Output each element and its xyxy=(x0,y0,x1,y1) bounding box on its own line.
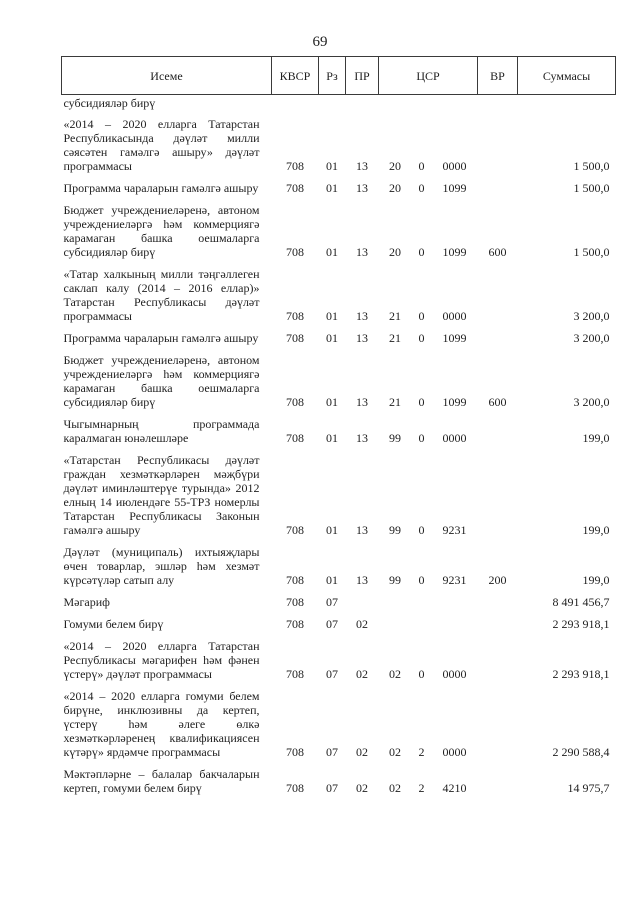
row-name: «Татарстан Республикасы дәүләт граждан хезмәткәрләрен мәҗбүри дәүләт иминләштерүе турында» 2012 елның 14 июлендәге 55-ТРЗ номерлы Татарстан Республикасы Законын гамәлгә ашыру xyxy=(63,453,260,537)
row-pr xyxy=(346,95,379,114)
row-kvsr: 708 xyxy=(286,181,304,195)
row-csr-direction: 0000 xyxy=(442,745,467,759)
row-kvsr: 708 xyxy=(286,745,304,759)
table-row xyxy=(62,199,616,263)
row-pr: 13 xyxy=(356,431,368,445)
row-csr-subprogram xyxy=(412,591,432,613)
row-csr-direction: 1099 xyxy=(442,331,467,345)
row-csr-direction: 1099 xyxy=(442,181,467,195)
row-sum: 199,0 xyxy=(582,431,610,445)
row-csr-subprogram: 0 xyxy=(418,245,425,259)
row-sum: 1 500,0 xyxy=(573,159,610,173)
table-row xyxy=(62,263,616,327)
row-kvsr: 708 xyxy=(286,395,304,409)
row-pr: 02 xyxy=(356,617,368,631)
row-pr: 13 xyxy=(356,181,368,195)
table-row xyxy=(62,327,616,349)
row-sum: 2 290 588,4 xyxy=(552,745,610,759)
table-row xyxy=(62,113,616,177)
row-pr: 13 xyxy=(356,331,368,345)
row-rz: 07 xyxy=(326,667,338,681)
row-name: субсидияләр бирү xyxy=(63,96,156,110)
row-csr-subprogram: 0 xyxy=(418,523,425,537)
row-csr-subprogram: 0 xyxy=(418,395,425,409)
table-row xyxy=(62,95,616,114)
row-kvsr: 708 xyxy=(286,245,304,259)
row-csr-program xyxy=(379,591,412,613)
row-kvsr: 708 xyxy=(286,331,304,345)
row-name: Программа чараларын гамәлгә ашыру xyxy=(63,331,259,345)
row-vr xyxy=(478,413,518,449)
row-name: «2014 – 2020 елларга Татарстан Республикасы мәгарифен һәм фәнен үстерү» дәүләт программасы xyxy=(63,639,260,681)
row-csr-program: 02 xyxy=(389,667,401,681)
row-csr-program: 99 xyxy=(389,573,401,587)
row-csr-direction: 9231 xyxy=(442,523,467,537)
row-kvsr: 708 xyxy=(286,617,304,631)
row-rz: 07 xyxy=(326,595,338,609)
row-pr: 13 xyxy=(356,573,368,587)
row-csr-direction: 0000 xyxy=(442,159,467,173)
row-name: Бюджет учреждениеләренә, автоном учреждениеләргә һәм коммерциягә карамаган башка оешмаларга субсидияләр бирү xyxy=(63,203,260,259)
row-csr-program xyxy=(379,613,412,635)
header-vr: ВР xyxy=(478,57,518,95)
row-rz: 01 xyxy=(326,395,338,409)
row-sum: 8 491 456,7 xyxy=(552,595,610,609)
row-kvsr: 708 xyxy=(286,159,304,173)
row-pr: 02 xyxy=(356,667,368,681)
row-csr-subprogram: 2 xyxy=(418,745,425,759)
row-vr xyxy=(478,263,518,327)
row-sum: 14 975,7 xyxy=(567,781,610,795)
row-rz: 01 xyxy=(326,159,338,173)
row-rz: 01 xyxy=(326,523,338,537)
row-sum: 3 200,0 xyxy=(573,395,610,409)
budget-table xyxy=(61,56,616,799)
row-csr-subprogram: 0 xyxy=(418,159,425,173)
row-kvsr: 708 xyxy=(286,781,304,795)
row-pr xyxy=(346,591,379,613)
row-csr-subprogram: 0 xyxy=(418,331,425,345)
row-rz xyxy=(319,95,346,114)
row-csr-direction xyxy=(432,95,478,114)
row-csr-direction: 9231 xyxy=(442,573,467,587)
row-csr-program: 99 xyxy=(389,431,401,445)
header-name: Исеме xyxy=(62,57,272,95)
page-number: 69 xyxy=(312,34,328,50)
row-rz: 07 xyxy=(326,745,338,759)
row-vr xyxy=(478,95,518,114)
row-vr xyxy=(478,613,518,635)
row-vr xyxy=(478,113,518,177)
row-kvsr: 708 xyxy=(286,309,304,323)
row-name: Дәүләт (муниципаль) ихтыяҗлары өчен товарлар, эшләр һәм хезмәт күрсәтүләр сатып алу xyxy=(63,545,260,587)
row-pr: 13 xyxy=(356,395,368,409)
row-vr xyxy=(478,177,518,199)
table-row xyxy=(62,541,616,591)
row-rz: 01 xyxy=(326,309,338,323)
row-csr-program: 02 xyxy=(389,781,401,795)
row-csr-program: 21 xyxy=(389,331,401,345)
row-kvsr xyxy=(272,95,319,114)
row-vr xyxy=(478,449,518,541)
table-row xyxy=(62,635,616,685)
row-pr: 13 xyxy=(356,159,368,173)
row-csr-direction: 0000 xyxy=(442,431,467,445)
row-sum: 1 500,0 xyxy=(573,245,610,259)
row-rz: 07 xyxy=(326,617,338,631)
row-vr: 200 xyxy=(488,573,507,587)
table-row xyxy=(62,413,616,449)
header-kvsr: КВСР xyxy=(272,57,319,95)
row-rz: 01 xyxy=(326,431,338,445)
row-rz: 01 xyxy=(326,245,338,259)
header-sum: Суммасы xyxy=(518,57,616,95)
row-csr-subprogram: 2 xyxy=(418,781,425,795)
table-row xyxy=(62,685,616,763)
row-kvsr: 708 xyxy=(286,523,304,537)
row-sum: 1 500,0 xyxy=(573,181,610,195)
row-pr: 02 xyxy=(356,781,368,795)
table-header-row xyxy=(62,57,616,95)
row-kvsr: 708 xyxy=(286,573,304,587)
table-row xyxy=(62,763,616,799)
row-csr-program xyxy=(379,95,412,114)
row-csr-program: 02 xyxy=(389,745,401,759)
row-vr: 600 xyxy=(488,395,507,409)
row-kvsr: 708 xyxy=(286,595,304,609)
table-row xyxy=(62,591,616,613)
row-sum: 2 293 918,1 xyxy=(552,667,610,681)
row-rz: 01 xyxy=(326,331,338,345)
row-rz: 01 xyxy=(326,573,338,587)
row-kvsr: 708 xyxy=(286,431,304,445)
row-csr-program: 20 xyxy=(389,181,401,195)
row-sum xyxy=(518,95,616,114)
row-csr-direction xyxy=(432,613,478,635)
row-csr-direction: 1099 xyxy=(442,395,467,409)
row-vr xyxy=(478,685,518,763)
table-row xyxy=(62,449,616,541)
header-csr: ЦСР xyxy=(379,57,478,95)
row-vr xyxy=(478,763,518,799)
row-name: «Татар халкының милли тәңгәллеген саклап калу (2014 – 2016 еллар)» Татарстан Республикасы дәүләт программасы xyxy=(63,267,260,323)
row-csr-program: 21 xyxy=(389,309,401,323)
row-rz: 01 xyxy=(326,181,338,195)
table-row xyxy=(62,613,616,635)
row-vr xyxy=(478,327,518,349)
row-vr xyxy=(478,635,518,685)
row-csr-subprogram: 0 xyxy=(418,181,425,195)
header-pr: ПР xyxy=(346,57,379,95)
row-sum: 3 200,0 xyxy=(573,309,610,323)
row-sum: 199,0 xyxy=(582,523,610,537)
table-body xyxy=(62,95,616,800)
row-name: Мәктәпләрне – балалар бакчаларын кертеп, гомуми белем бирү xyxy=(63,767,260,795)
row-vr: 600 xyxy=(488,245,507,259)
row-pr: 02 xyxy=(356,745,368,759)
row-csr-direction: 4210 xyxy=(442,781,467,795)
row-name: Бюджет учреждениеләренә, автоном учреждениеләргә һәм коммерциягә карамаган башка оешмаларга субсидияләр бирү xyxy=(63,353,260,409)
row-csr-subprogram: 0 xyxy=(418,573,425,587)
row-name: «2014 – 2020 елларга гомуми белем бирүне, инклюзивны да кертеп, үстерү һәм әлеге өлкә хезмәткәрләренең квалификациясен күтәрү» ярдәмче программасы xyxy=(63,689,260,759)
row-rz: 07 xyxy=(326,781,338,795)
row-name: Программа чараларын гамәлгә ашыру xyxy=(63,181,259,195)
table-row xyxy=(62,349,616,413)
row-pr: 13 xyxy=(356,523,368,537)
row-name: «2014 – 2020 елларга Татарстан Республикасында дәүләт милли сәясәтен гамәлгә ашыру» дәүләт программасы xyxy=(63,117,260,173)
row-csr-subprogram: 0 xyxy=(418,309,425,323)
row-sum: 3 200,0 xyxy=(573,331,610,345)
row-csr-subprogram: 0 xyxy=(418,431,425,445)
row-csr-direction: 0000 xyxy=(442,667,467,681)
row-name: Чыгымнарның программада каралмаган юнәлешләре xyxy=(63,417,260,445)
row-csr-program: 21 xyxy=(389,395,401,409)
row-csr-subprogram xyxy=(412,95,432,114)
header-rz: Рз xyxy=(319,57,346,95)
row-csr-program: 20 xyxy=(389,245,401,259)
row-csr-subprogram xyxy=(412,613,432,635)
row-pr: 13 xyxy=(356,245,368,259)
row-csr-direction: 1099 xyxy=(442,245,467,259)
row-sum: 199,0 xyxy=(582,573,610,587)
table-row xyxy=(62,177,616,199)
row-pr: 13 xyxy=(356,309,368,323)
row-vr xyxy=(478,591,518,613)
row-csr-program: 99 xyxy=(389,523,401,537)
row-name: Мәгариф xyxy=(63,595,110,609)
row-name: Гомуми белем бирү xyxy=(63,617,164,631)
row-csr-subprogram: 0 xyxy=(418,667,425,681)
row-csr-program: 20 xyxy=(389,159,401,173)
row-csr-direction: 0000 xyxy=(442,309,467,323)
row-kvsr: 708 xyxy=(286,667,304,681)
row-sum: 2 293 918,1 xyxy=(552,617,610,631)
row-csr-direction xyxy=(432,591,478,613)
